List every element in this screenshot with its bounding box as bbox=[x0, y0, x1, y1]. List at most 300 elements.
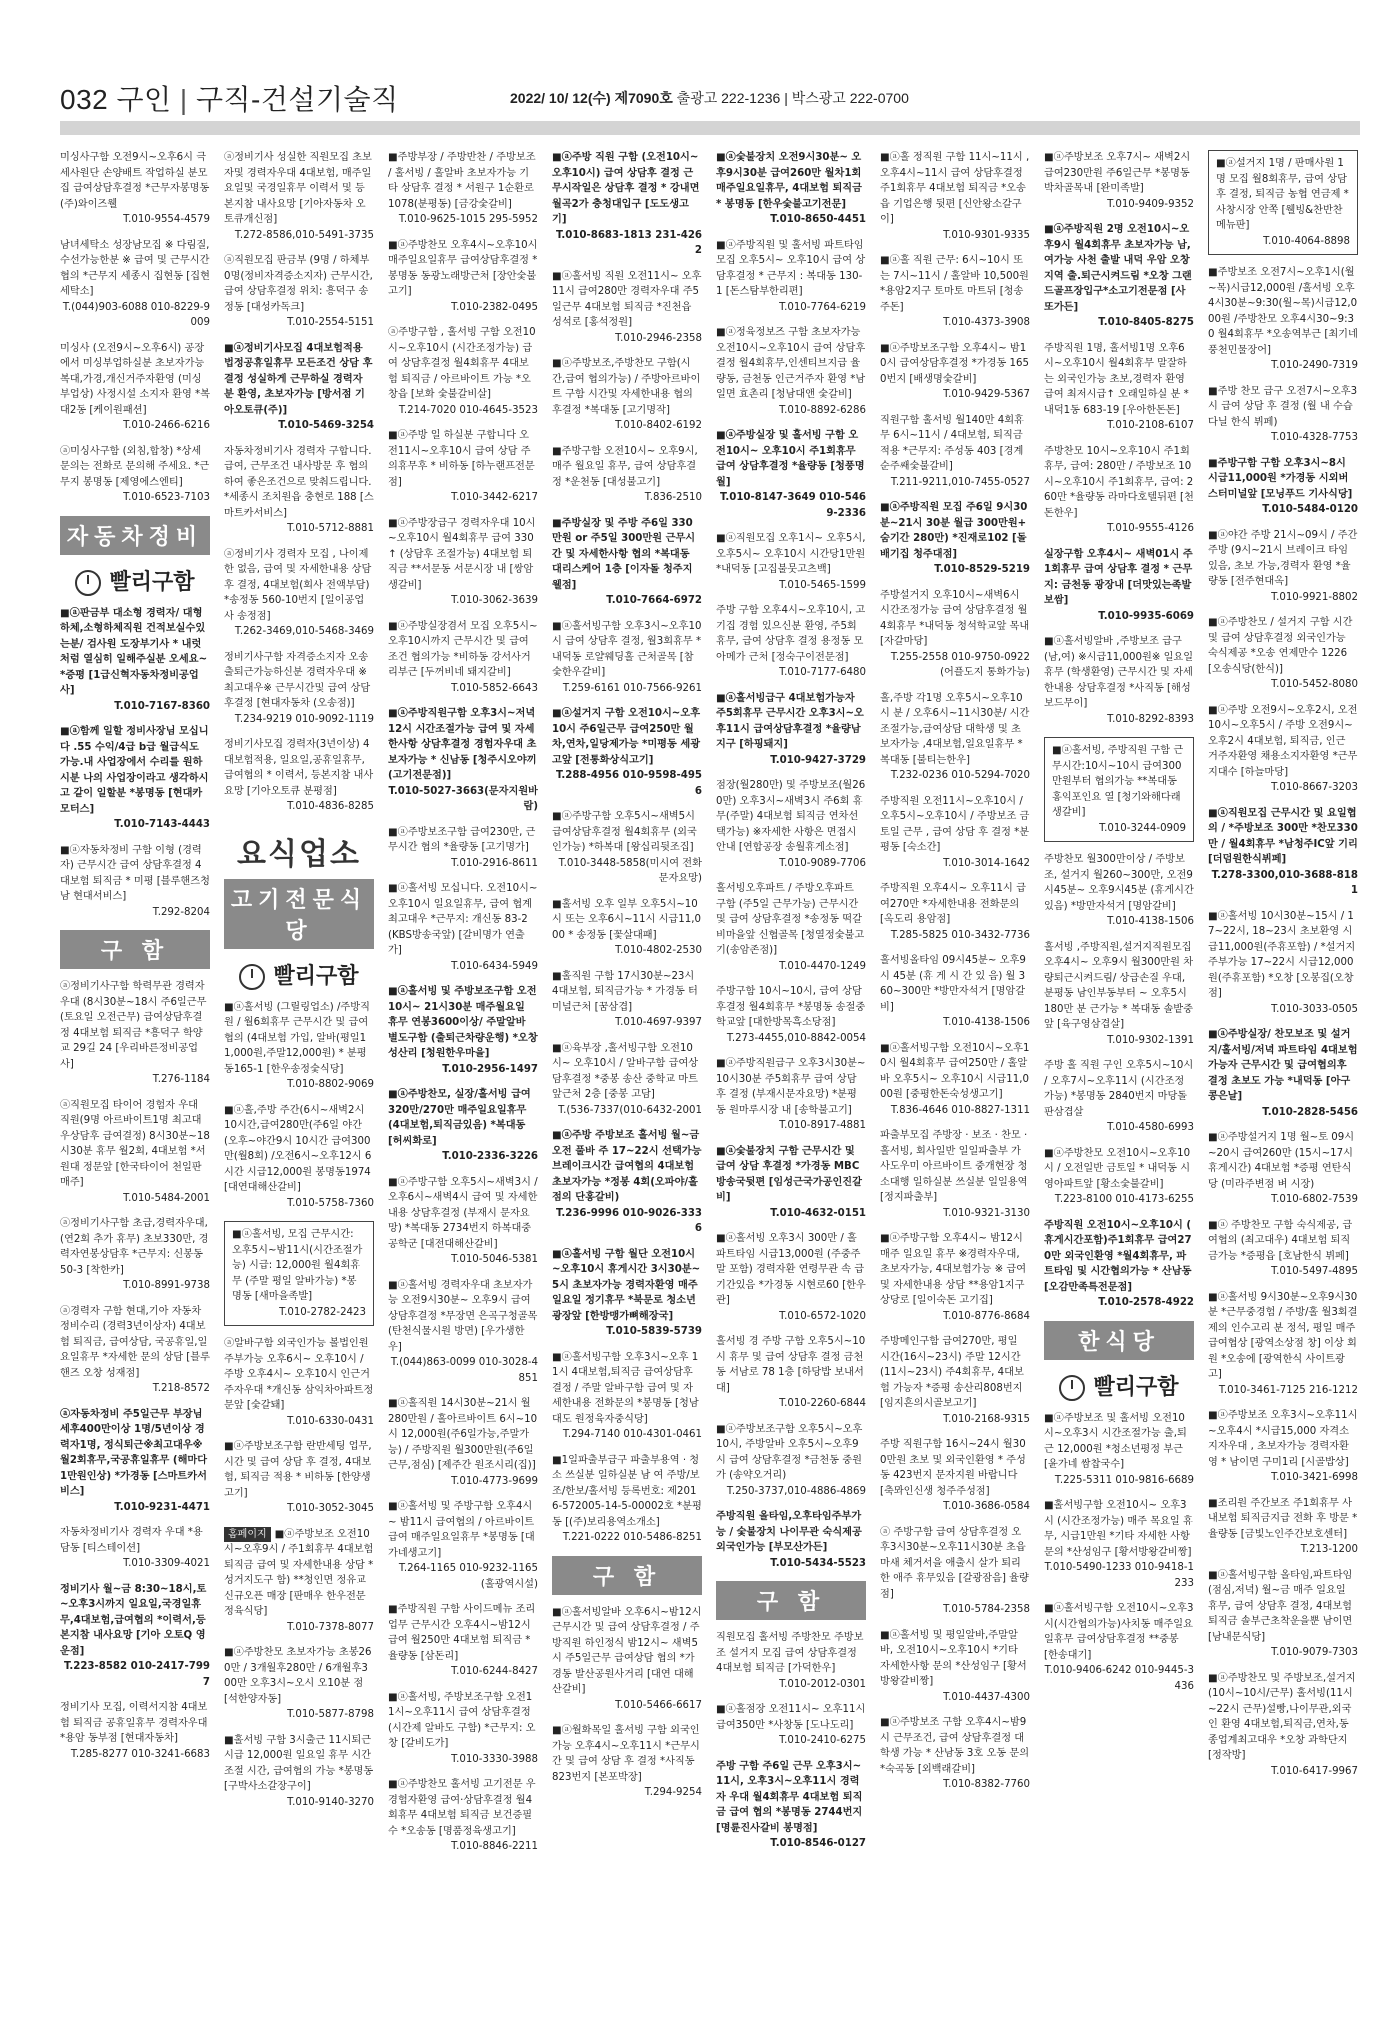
ad-phone: T.010-2956-1497 bbox=[442, 1063, 538, 1075]
classified-ad bbox=[880, 1231, 1030, 1324]
ad-text: ■홀직원 구함 17시30분~23시 4대보험, 퇴직금가능 * 가경동 터미널근처 [꿈삼겹] bbox=[552, 970, 698, 1013]
ad-text: ■ⓐ홀서빙구함 올타임,파트타임(점심,저녁) 월~금 매주 일요일 휴무, 급여 상담후 결정, 4대보험 퇴직금 솔부근초착운을뿐 남이면 [남내문식당] bbox=[1208, 1569, 1353, 1643]
classified-ad bbox=[60, 150, 210, 228]
urgent-label: 빨리구함 bbox=[1093, 1374, 1179, 1400]
ad-text: ■ⓐ홀서빙구함 오후3시~오후 11시 4대보험,퇴직금 급여상담후 결정 / 주말 알바구함 급여 및 자세한내용 전화문의 *봉명동 [청남대도 원정육자중식당] bbox=[552, 1351, 699, 1425]
ad-phone: T.010-9140-3270 bbox=[287, 1796, 374, 1808]
ad-phone: T.010-9231-4471 bbox=[114, 1501, 210, 1513]
ad-phone: T.836-2510 bbox=[644, 492, 702, 503]
urgent-label: 빨리구함 bbox=[273, 963, 359, 989]
ad-phone: T.010-5839-5739 bbox=[606, 1326, 702, 1337]
classified-ad bbox=[60, 238, 210, 331]
ad-text: 남녀세탁소 성장남모집 ※ 다림질, 수선가능한분 ※ 급여 및 근무시간 협의 *근무지 세종시 집현동 [집현세탁소] bbox=[60, 239, 210, 297]
ad-text: ■ⓐ홀서빙 및 주방보조구함 오전10시~ 21시30분 매주월요일 휴무 연봉3600이상/ 주말알바 별도구함 (출퇴근차량운행) *오창성산리 [청원한우마을] bbox=[388, 986, 538, 1059]
ad-phone: T.010-7764-6219 bbox=[779, 301, 866, 313]
ad-text: ■ⓐ주방실장 및 홀서빙 구함 오전10시~ 오후10시 주1회휴무 급여 상담후결정 *율량동 [청풍명월] bbox=[716, 430, 865, 488]
classified-ad bbox=[1208, 615, 1358, 693]
classified-ad bbox=[1044, 1601, 1194, 1694]
ad-text: ■ⓐ홀점장 오전11시~ 오후11시 급여350만 *사창동 [도나도리] bbox=[716, 1704, 866, 1731]
classified-ad bbox=[716, 1334, 866, 1412]
category-label: 구인 bbox=[116, 84, 172, 115]
ad-phone: T.010-6417-9967 bbox=[1271, 1765, 1358, 1777]
ad-phone: T.010-4836-8285 bbox=[287, 801, 374, 812]
ad-phone: T.010-9625-1015 295-5952 bbox=[398, 214, 538, 225]
urgent-heading bbox=[224, 959, 374, 990]
ad-text: ■ⓐ주방구함 오후5시~새벽3시 / 오후6시~새벽4시 급여 및 자세한내용 상담후결정 (부재시 문자요망) *복대동 2734번지 하복대중공학군 [대전대해산갈비] bbox=[388, 1176, 538, 1250]
ad-text: ■ⓐ주방찬모 초보자가능 초봉260만 / 3개월후280만 / 6개월후300만 오후3시~오시 오10분 점 [석한양자동] bbox=[224, 1647, 372, 1705]
category-heading: 요식업소 bbox=[237, 836, 361, 872]
classified-ad bbox=[224, 341, 374, 434]
classified-ad bbox=[1044, 444, 1194, 537]
ad-text: 홀서빙오후파트 / 주방오후파트 구함 (주5일 근무가능) 근무시간 및 급여 상담후결정 *송정동 떡갈비마을앞 신협골목 [청열정숯불고기(송암존점)] bbox=[716, 883, 865, 956]
ad-text: ■ⓐ설거지 1명 / 판매사원 1명 모집 월8회휴무, 급여 상담후 결정, 퇴직금 농협 연금제 *사창시장 안쪽 [웰빙&찬반찬메뉴판] bbox=[1216, 158, 1349, 231]
column-3 bbox=[388, 150, 538, 2010]
ad-phone: T.010-9554-4579 bbox=[123, 214, 210, 225]
classified-ad bbox=[552, 619, 702, 697]
ad-phone: T.010-2490-7319 bbox=[1271, 360, 1358, 371]
ad-text: ■ⓐ주방구함 오후5시~새벽5시 급여상담후결정 월4회휴무 (외국인가능) *하복대 [왕십리뒷조집] bbox=[552, 811, 697, 853]
section-heading: 구 함 bbox=[552, 1556, 702, 1595]
clock-icon bbox=[75, 570, 101, 596]
classified-ad bbox=[880, 1128, 1030, 1221]
classified-ad bbox=[60, 843, 210, 921]
ad-text: ■주방구함 오전10시~ 오후9시, 매주 월요일 휴무, 급여 상담후결정 *운천동 [대성불고기] bbox=[552, 445, 698, 488]
ad-phone: T.010-4697-9397 bbox=[615, 1017, 702, 1028]
classified-ad bbox=[880, 1525, 1030, 1618]
classified-ad bbox=[552, 1247, 702, 1340]
classified-ad bbox=[880, 253, 1030, 331]
ad-phone: T.010-4632-0151 bbox=[770, 1207, 866, 1219]
ad-text: ■ⓐ주방보조구함 란반세팅 업무, 시간 및 급여 상담 후 결정, 4대보험, 퇴직금 적용 * 비하동 [한양생고기] bbox=[224, 1441, 372, 1499]
classified-ad bbox=[716, 1056, 866, 1134]
ad-phone: T.010-8382-7760 bbox=[943, 1779, 1030, 1790]
classified-ad bbox=[388, 825, 538, 872]
ad-text: ■ⓐ육부장 ,홀서빙구함 오전10시~ 오후10시 / 알바구함 급여상담후결정 *중봉 송산 중학교 마트앞근처 2층 [중봉 고담] bbox=[552, 1042, 699, 1100]
ad-text: ⓐ주방구함 , 홀서빙 구함 오전10시~오후10시 (시간조정가능) 급여 상담후결정 월4회휴무 4대보험 퇴직금 / 아르바이트 가능 *오창읍 [보화 숯불갈비살] bbox=[388, 327, 536, 400]
ad-text: ⓐ 주방구함 급여 상담후결정 오후3시30분~오후11시30분 초읍마새 체거서을 애출시 살가 퇴리한 애주 휴무있음 [갈광잠음] 율량점] bbox=[880, 1526, 1029, 1600]
classified-ad bbox=[388, 150, 538, 228]
classified-ad bbox=[1208, 456, 1358, 518]
ad-phone: T.285-8277 010-3241-6683 bbox=[70, 1748, 210, 1760]
ad-text: ⓐ경력자 구함 현대,기아 자동차 정비수리 (경력3년이상자) 4대보험 퇴직금, 급여상담, 국공휴일,일요일휴무 *자세한 문의 상담 [블루핸즈 오창 성재점] bbox=[60, 1305, 210, 1379]
ad-phone: T.010-6572-1020 bbox=[779, 1310, 866, 1322]
classified-ad bbox=[1208, 806, 1358, 899]
ad-phone: T.010-5046-5381 bbox=[451, 1254, 538, 1265]
ad-text: ■주방보조 오전7시~오후1시(월~목)시급12,000원 /홀서빙 오후4시30분~9:30(월~목)시급12,000원 /주방찬모 오후4시30~9:30 월4회휴무 *오송역부근 [최기네 풍천민물장어] bbox=[1208, 267, 1358, 356]
classified-ad bbox=[224, 1000, 374, 1093]
ad-text: ■ⓐ홀서빙알바 ,주방보조 급구 (남,여) ※시급11,000원※ 일요일 휴무 (학생환영) 근무시간 및 자세한내용 상담후결정 *사직동 [해성보드무이] bbox=[1044, 636, 1194, 709]
classified-ad bbox=[1208, 1027, 1358, 1120]
ad-text: 실장구함 오후4시~ 새벽01시 주1회휴무 급여 상담후 결정 * 근무지: 금천동 광장내 [더맛있는족발보쌈] bbox=[1044, 548, 1193, 606]
ad-text: ■ⓐ주방 직원 구함 (오전10시~오후10시) 급여 상담후 결정 근무시작일은 상담후 결정 * 강내면 월곡2가 충청대입구 [도도생고기] bbox=[552, 152, 700, 225]
classified-ad bbox=[1044, 341, 1194, 434]
page-title bbox=[60, 78, 399, 118]
section-heading: 한식당 bbox=[1044, 1321, 1194, 1360]
ad-phone: T.010-3421-6998 bbox=[1271, 1472, 1358, 1483]
ad-phone: T.010-2108-6107 bbox=[1107, 420, 1194, 431]
classified-ad bbox=[1208, 1408, 1358, 1486]
ad-text: ■ⓐ주방찬모 및 주방보조,설거지 (10시~10시/근무) 홀서빙(11시~22시 근무)설빵,나이무관,외국인 환영 4대보험,퇴직금,연차,동종업계최고대우 *오창 과학단지 [정작방] bbox=[1208, 1672, 1356, 1761]
ad-text: 자동차정비기사 경력자 우대 *용담동 [티스테이션] bbox=[60, 1527, 203, 1554]
classified-ad bbox=[60, 724, 210, 833]
ad-phone: T.010-9555-4126 bbox=[1107, 523, 1194, 534]
ad-phone: T.010-9409-9352 bbox=[1107, 198, 1194, 210]
ad-phone: T.010-2466-6216 bbox=[123, 420, 210, 431]
classified-ad bbox=[1208, 265, 1358, 374]
ad-text: ■ⓐ숯불장치 구함 근무시간 및 급여 상담 후결정 *가경동 MBC방송국뒷편 [임성근국가공인진갈비] bbox=[716, 1145, 862, 1203]
classified-ad bbox=[1044, 634, 1194, 727]
classified-ad bbox=[716, 984, 866, 1046]
ad-text: 주방직원 올타임,오후타임주부가능 / 숯불장치 나이무관 숙식제공 외국인가능 [부모산가든] bbox=[716, 1511, 862, 1553]
ad-phone: T.010-5452-8080 bbox=[1271, 679, 1358, 690]
ad-text: ■조리원 주간보조 주1회휴무 사내보험 퇴직금지급 전화 후 방문 *율량동 [금빛노인주간보호센터] bbox=[1208, 1497, 1358, 1540]
ad-phone: T.292-8204 bbox=[152, 906, 210, 918]
ad-text: ■ⓐ홀서빙구함 오전10시~오후10시 월4회휴무 급여250만 / 홀알바 오후5시~ 오후10시 시급11,000원 [중평한돈숙성생고기] bbox=[880, 1042, 1030, 1100]
ad-text: ■주방 찬모 급구 오전7시~오후3시 급여 상담 후 결정 (월 내 수습 다닐 한식 뷔페) bbox=[1208, 385, 1358, 428]
classified-ad bbox=[716, 428, 866, 521]
ad-phone: T.010-9079-7303 bbox=[1271, 1647, 1358, 1658]
classified-ad bbox=[552, 356, 702, 434]
ad-text: ■ⓐ숯불장치 오전9시30분~ 오후9시30분 급여260만 월차1회 매주일요일휴무, 4대보험 퇴직금* 봉명동 [한우숯불고기전문] bbox=[716, 152, 862, 210]
classified-ad bbox=[1208, 703, 1358, 796]
ad-phone: T.010-2012-0301 bbox=[779, 1678, 866, 1690]
ad-text: ■주방직원 구함 사이드메뉴 조리업무 근무시간 오후4시~밤12시 급여 월250만 4대보험 퇴직금 * 율량동 [삼돈리] bbox=[388, 1604, 536, 1662]
issue-info bbox=[510, 88, 909, 108]
ad-phone: T.010-4773-9699 bbox=[451, 1475, 538, 1487]
ad-text: ■ⓐ주방 오전9시~오후2시, 오전10시~오후5시 / 주방 오전9시~오후2시 4대보험, 퇴직금, 인근 거주자환영 채용소지자환영 *근무지대수 [하늘마당] bbox=[1208, 704, 1358, 778]
ad-phone: T.010-2578-4922 bbox=[1098, 1297, 1194, 1308]
ad-text: ■ⓐ홀서빙구함 오후3시~오후10시 급여 상담후 결정, 월3회휴무 *내덕동 로얄웨딩홀 근처골목 [참숯한우갈비] bbox=[552, 620, 702, 678]
ad-text: ■ⓐ직원모집 오후1시~ 오후5시, 오후5시~ 오후10시 시간당1만원 *내덕동 [고집불뭇고츠백] bbox=[716, 533, 866, 575]
ad-text: ■ⓐ직원모집 근무시간 및 요일협의 / *주방보조 300만 *찬모330만 / 월4회휴무 *남청주IC앞 기리 [더덤원한식뷔페] bbox=[1208, 807, 1358, 865]
classified-ad bbox=[552, 1128, 702, 1237]
classified-ad bbox=[224, 1733, 374, 1811]
classified-ad bbox=[1208, 384, 1358, 446]
ad-text: ⓐ정비기사 성실한 직원모집 초보자및 경력자우대 4대보험, 매주일요일및 국경일휴무 이력서 및 등본지참 내사요망 [기아자동차 오토큐개신점] bbox=[224, 152, 372, 225]
ad-phone: T.010-5434-5523 bbox=[770, 1557, 866, 1569]
classified-ad bbox=[1044, 737, 1194, 842]
ad-text: ■ⓐ주방보조 오후3시~오후11시 ~오후4시 *시급15,000 자격소지자우대 , 초보자가능 경력자환영 * 남이면 구미1리 [시골밥상] bbox=[1208, 1410, 1358, 1468]
ad-phone: T.010-4437-4300 bbox=[943, 1691, 1030, 1703]
classified-ad bbox=[388, 1690, 538, 1768]
classified-ad bbox=[716, 1509, 866, 1571]
classified-ad bbox=[1044, 852, 1194, 930]
ad-text: 주방 홀 직원 구인 오후5시~10시 / 오후7시~오후11시 (시간조정가능) *봉명동 2840번지 마당돌판삼겹살 bbox=[1044, 1060, 1194, 1118]
classified-ad bbox=[1044, 1146, 1194, 1208]
classified-ad bbox=[224, 1439, 374, 1517]
ad-text: 주방 구함 주6일 근무 오후3시~11시, 오후3시~오후11시 경력자 우대 월4회휴무 4대보험 퇴직금 급여 협의 *봉명동 2744번지 [명륜진사갈비 봉명점] bbox=[716, 1760, 863, 1834]
classified-ad bbox=[716, 1702, 866, 1749]
ad-phone: T.221-0222 010-5486-8251 bbox=[562, 1532, 702, 1543]
ad-text: ■ⓐ홀서빙알바 오후6시~밤12시 근무시간 및 급여 상담후결정 / 주방직원 하인정식 밤12시~ 새벽5시 주5일근무 급여상담 협의 *가경동 발산공원사거리 [대연 대해산갈비] bbox=[552, 1606, 702, 1695]
ad-phone: T.010-8667-3203 bbox=[1271, 782, 1358, 793]
ad-text: 미싱사구함 오전9시~오후6시 극세사원단 손양배트 작업하실 분모집 급여상담후결정 *근무자봉명동(주)와이즈웰 bbox=[60, 152, 210, 210]
ad-text: ■ⓐ홀 직원 근무: 6시~10시 또는 7시~11시 / 홀알바 10,500원 *용암2지구 토마토 마트뒤 [청송주돈] bbox=[880, 255, 1029, 313]
ad-text: ■ⓐ홀 정직원 구함 11시~11시 , 오후4시~11시 급여 상담후결정 주1회휴무 4대보험 퇴직금 *오송읍 기업은행 뒷편 [신안왕소갈구이] bbox=[880, 152, 1030, 225]
ad-phone: T.010-4064-8898 bbox=[1263, 235, 1350, 247]
classified-ad bbox=[60, 341, 210, 434]
ad-phone: T.010-4373-3908 bbox=[943, 317, 1030, 328]
classified-ad bbox=[1044, 1058, 1194, 1136]
ad-text: ■ⓐ주방직원 2명 오전10시~오후9시 월4회휴무 초보자가능 남, 여가능 사천 출발 내덕 우암 오창지역 출.퇴근시켜드림 *오창 그랜드골프장입구*소고기전문점 [사또가든] bbox=[1044, 224, 1192, 313]
ad-text: ■ⓐ함께 일할 정비사장님 모십니다 .55 수익/4급 b급 월급식도 가능.내 사업장에서 수리를 원하시분 나의 사업장이라고 생각하시고 같이 일할분 *봉명동 [현대카모터스] bbox=[60, 726, 209, 815]
classified-ad bbox=[1044, 1218, 1194, 1311]
classified-ad bbox=[388, 619, 538, 697]
ad-text: 직원모집 홀서빙 주방찬모 주방보조 설거지 모집 급여 상담후결정 4대보험 퇴직금 [가덕한우] bbox=[716, 1632, 864, 1674]
ad-text: 주방구함 10시~10시, 급여 상담후결정 월4회휴무 *봉명동 송절중학교앞 [대한방목흑소당점] bbox=[716, 986, 866, 1028]
ad-phone: T.225-5311 010-9816-6689 bbox=[1054, 1474, 1194, 1486]
classified-ad bbox=[1208, 1290, 1358, 1399]
ad-phone: T.010-8405-8275 bbox=[1098, 317, 1194, 328]
page-header bbox=[60, 78, 1360, 116]
classified-ad bbox=[1044, 222, 1194, 331]
classified-ad bbox=[880, 341, 1030, 403]
header-rule bbox=[60, 121, 1360, 135]
classified-ad bbox=[60, 606, 210, 715]
ad-text: 정비기사 월~금 8:30~18시,토~오후3시까지 일요일,국경일휴무,4대보험,급여협의 *이력서,등본지참 내사요망 [기아 오토Q 영운점] bbox=[60, 1583, 207, 1657]
column-1 bbox=[60, 150, 210, 2010]
ad-phone: T.010-4470-1249 bbox=[779, 960, 866, 972]
ad-text: 홀서빙올타임 09시45분~ 오후9시 45분 (휴 게 시 간 있 음) 월 360~300만 *방만자석거 [명암갈비] bbox=[880, 955, 1026, 1013]
ad-phone: T.010-2168-9315 bbox=[943, 1413, 1030, 1425]
ad-phone: T.010-2410-6275 bbox=[779, 1735, 866, 1746]
ad-phone: T.010-3062-3639 bbox=[451, 595, 538, 606]
column-7 bbox=[1044, 150, 1194, 2010]
ad-phone: T.010-8892-6286 bbox=[779, 404, 866, 416]
classified-ad bbox=[60, 1407, 210, 1516]
classified-ad bbox=[388, 428, 538, 506]
classified-ad bbox=[716, 150, 866, 228]
section-label: 구직-건설기술직 bbox=[195, 84, 399, 115]
classified-ad bbox=[716, 238, 866, 316]
classified-ad bbox=[1208, 528, 1358, 606]
classified-ad bbox=[388, 238, 538, 316]
ad-text: 주방직원 1명, 홀서빙1명 오후6시~오후10시 월4회휴무 말잘하는 외국인가능 초보,경력자 환영 급여 최저시급↑ 오래일하실 분 *내덕1동 683-19 [우아한돈돈] bbox=[1044, 342, 1189, 416]
ad-phone: T.010-9429-5367 bbox=[943, 389, 1030, 400]
ad-text: 홀서빙 경 주방 구함 오후5시~10시 휴무 및 급여 상담후 결정 금천동 서남로 78 1층 [하당밥 보내서대] bbox=[716, 1336, 866, 1394]
ad-text: ■ⓐ주방찬모 오후4시~오후10시 매주일요일휴무 급여상담후결정 *봉명동 동광노래방근처 [장안숯불고기] bbox=[388, 239, 538, 297]
classified-ad bbox=[552, 809, 702, 887]
classified-ad bbox=[1044, 1498, 1194, 1591]
classified-ad bbox=[388, 1396, 538, 1489]
ad-text: ■ⓐ 주방찬모 구함 숙식제공, 급여협의 (최고대우) 4대보험 퇴직금가능 *증평읍 [호남한식 뷔페] bbox=[1208, 1219, 1353, 1262]
ad-phone: T.010-2782-2423 bbox=[279, 1306, 366, 1318]
classified-ad bbox=[388, 1499, 538, 1592]
classified-ad bbox=[880, 1628, 1030, 1706]
ad-phone: T.232-0236 010-5294-7020 bbox=[890, 770, 1030, 781]
ad-phone: T.010-5877-8798 bbox=[287, 1709, 374, 1720]
classified-ad bbox=[1044, 940, 1194, 1049]
ad-phone: T.010-6523-7103 bbox=[123, 492, 210, 503]
ad-phone: T.010-7167-8360 bbox=[114, 700, 210, 712]
ad-phone: T.(536-7337(010-6432-2001 bbox=[558, 1104, 702, 1116]
ad-phone: T.285-5825 010-3432-7736 bbox=[890, 929, 1030, 941]
classified-ad bbox=[880, 1715, 1030, 1793]
classified-ad bbox=[1208, 150, 1358, 255]
title-divider: | bbox=[179, 84, 188, 115]
classified-ad bbox=[1044, 547, 1194, 625]
classified-ad bbox=[1208, 909, 1358, 1018]
classified-ad bbox=[552, 516, 702, 609]
ad-phone: T.010-3033-0505 bbox=[1271, 1003, 1358, 1015]
ad-text: ■ⓐ홀서빙 모십니다. 오전10시~오후10시 일요일휴무, 급여 협계최고대우 *근무지: 개신동 83-2(KBS방송국앞) [갈비명가 연출가] bbox=[388, 883, 538, 956]
classified-ad bbox=[1208, 1218, 1358, 1280]
ad-text: ■홀서빙 오후 일부 오후5시~10시 또는 오후6시~11시 시급11,000 * 송정동 [꽃살대패] bbox=[552, 898, 701, 941]
ad-text: ■ⓐ홀서빙, 주방보조구함 오전11시~오후11시 급여 상담후결정 (시간제 알바도 구함) *근무지: 오창 [갈비도가] bbox=[388, 1691, 536, 1749]
classified-ad bbox=[1044, 150, 1194, 212]
ad-text: ■ⓐ주방보조 오후7시~ 새벽2시 급여230만원 주6일근무 *봉명동 박차골목내 [완미족발] bbox=[1044, 152, 1191, 194]
ad-phone: T.010-3442-6217 bbox=[451, 492, 538, 503]
ad-text: ■ⓐ주방보조구함 오후4시~ 밤10시 급여상담후결정 *가경동 1650번지 [배생명숯갈비] bbox=[880, 342, 1029, 385]
classified-ad bbox=[60, 1525, 210, 1572]
classified-ad bbox=[880, 794, 1030, 872]
classified-ad bbox=[716, 531, 866, 593]
classified-ad bbox=[1208, 1568, 1358, 1661]
ad-text: ■주방부장 / 주방반찬 / 주방보조 / 홀서빙 / 홀알바 초보자가능 기타 상담후 결정 * 서원구 1순환로 1078(분평동) [금강숯갈비] bbox=[388, 152, 536, 210]
classified-ad bbox=[224, 547, 374, 640]
ad-phone: T.010-5465-1599 bbox=[779, 579, 866, 591]
classified-ad bbox=[388, 1175, 538, 1268]
ad-phone: T.214-7020 010-4645-3523 bbox=[398, 404, 538, 416]
classified-ad bbox=[716, 1144, 866, 1222]
ad-phone: T.010-8546-0127 bbox=[770, 1838, 866, 1849]
ad-phone: T.010-9089-7706 bbox=[779, 857, 866, 869]
classified-ad bbox=[552, 969, 702, 1031]
ad-phone: T.010-5484-0120 bbox=[1262, 504, 1358, 515]
ad-text: ■주방실장 및 주방 주6일 330만원 or 주5일 300만원 근무시간 및 자세한사항 협의 *복대동 대리스케어 1층 [이자돌 청주지웰점] bbox=[552, 517, 696, 591]
classified-ad bbox=[716, 778, 866, 871]
classified-ad bbox=[388, 1602, 538, 1680]
classified-ad bbox=[552, 706, 702, 799]
ad-text: ⓐ알바구함 외국인가능 볼법인원 주부가능 오후6시~ 오후10시 / 주방 오후4시~ 오후10시 인근거주자우대 *개신동 삼익차아파트정문앞 [숯갈돼] bbox=[224, 1338, 374, 1411]
classified-ad bbox=[880, 953, 1030, 1031]
urgent-heading bbox=[1044, 1370, 1194, 1401]
classified-ad bbox=[716, 1422, 866, 1500]
ad-phone: T.(044)903-6088 010-8229-9009 bbox=[62, 301, 210, 328]
ad-phone: T.010-8683-1813 231-4262 bbox=[555, 229, 702, 256]
ad-phone: T.010-5784-2358 bbox=[943, 1604, 1030, 1615]
ad-text: ■ⓐ주방보조 오전10시~오후9시 / 주1회휴무 4대보험 퇴직금 급여 및 자세한내용 상담 *성거지도구 함) **청인면 정유교 신규오픈 매장 [판매우 한우전문 정육식당] bbox=[224, 1528, 374, 1617]
ad-phone: T.010-9921-8802 bbox=[1271, 591, 1358, 603]
ad-text: ■ⓐ주방보조,주방찬모 구함(시간,급여 협의가능) / 주방아르바이트 구함 시간및 자세한내용 협의후결정 *복대동 [고기명작] bbox=[552, 358, 701, 416]
ad-text: ⓐ정비기사구함 학력무관 경력자우대 (8시30분~18시 주6일근무 (토요일 오전근무) 급여상담후결정 4대보험 퇴직금 *흥덕구 학양교 29길 24 [우리바른정비공업사] bbox=[60, 981, 207, 1070]
classified-ad bbox=[552, 1723, 702, 1801]
ad-phone: T.010-7664-6972 bbox=[606, 595, 702, 606]
classified-ad bbox=[880, 1334, 1030, 1427]
ad-phone: T.010-3052-3045 bbox=[287, 1503, 374, 1514]
ad-phone: T.010-2916-8611 bbox=[451, 857, 538, 869]
ad-phone: T.273-4455,010-8842-0054 bbox=[726, 1032, 866, 1044]
classified-ad bbox=[388, 1087, 538, 1165]
contact-numbers: 출광고 222-1236 | 박스광고 222-0700 bbox=[676, 90, 909, 106]
classified-ad bbox=[388, 516, 538, 609]
issue-date: 2022/ 10/ 12(수) 제7090호 bbox=[510, 90, 673, 106]
ad-phone: T.010-9935-6069 bbox=[1098, 610, 1194, 622]
ad-text: ■ⓐ주방장급구 경력자우대 10시~오후10시 월4회휴무 급여 330↑ (상담후 조절가능) 4대보험 퇴직금 **서문동 서문시장 내 [쌍암생갈비] bbox=[388, 517, 536, 591]
ad-phone: T.010-8802-9069 bbox=[287, 1079, 374, 1090]
ad-phone: T.010-8650-4451 bbox=[770, 214, 866, 225]
classified-ad bbox=[388, 1777, 538, 1855]
classified-ad bbox=[716, 881, 866, 974]
classified-ad bbox=[224, 1221, 374, 1326]
ad-phone: T.010-3461-7125 216-1212 bbox=[1218, 1384, 1358, 1396]
classified-ad bbox=[60, 979, 210, 1088]
classified-ad bbox=[60, 1216, 210, 1294]
ad-text: ⓐ직원모집 판금부 (9명 / 하체부 0명(정비자격증소지자) 근무시간, 급여 상담후결정 위치: 흥덕구 송정동 [대성카독크] bbox=[224, 255, 373, 313]
ad-phone: T.010-5484-2001 bbox=[123, 1192, 210, 1204]
classified-ad bbox=[880, 691, 1030, 784]
ad-text: ■ⓐ정비기사모집 4대보험적용 법정공휴일휴무 모든조건 상담 후 결정 성실하게 근무하실 경력자 분 환영, 초보자가능 [방서점 기아오토큐(주)] bbox=[224, 342, 373, 416]
ad-phone: T.234-9219 010-9092-1119 bbox=[234, 713, 374, 725]
ad-text: ■ⓐ야간 주방 21시~09시 / 주간 주방 (9시~21시 브레이크 타임 있음, 초보 가능,경력자 환영 *율량동 [전주현대옥] bbox=[1208, 529, 1358, 587]
urgent-heading bbox=[60, 565, 210, 596]
ad-text: ■ⓐ홀,주방 주간(6시~새벽2시 10시간,급여280만(주6일 야간(오후~야간9시 10시간 급여300만(월8회) /오전6시~오후12시 6시간 시급12,000원 봉명동1974 [대연대해산갈비] bbox=[224, 1104, 372, 1193]
column-8 bbox=[1208, 150, 1358, 2010]
classified-ad bbox=[880, 150, 1030, 243]
ad-text: 홀서빙 ,주방직원,설거지직원모집 오후4시~ 오후9시 월300만원 차량퇴근시켜드림/ 상급손질 우대, 분평동 남인부동부터 ~ 오후5시 180만 분 근가능 * 복대동 솔밭중 앞 [육구영삼겹살] bbox=[1044, 941, 1194, 1030]
ad-phone: T.262-3469,010-5468-3469 bbox=[234, 626, 374, 637]
classified-ad bbox=[388, 325, 538, 418]
ad-phone: T.259-6161 010-7566-9261 bbox=[562, 682, 702, 694]
ad-text: ■ⓐ홀서빙 및 평일알바,주말알바, 오전10시~오후10시 *기타 자세한사항 문의 *산성임구 [황서방왕갈비짱] bbox=[880, 1629, 1027, 1687]
classified-ad bbox=[880, 500, 1030, 578]
classified-ad bbox=[1044, 1411, 1194, 1489]
ad-text: ■ⓐ홀서빙, 모집 근무시간: 오후5시~밤11시(시간조절가능) 시급: 12,000원 월4회휴무 (주말 평일 알바가능) *봉명동 [새마을족발] bbox=[232, 1229, 363, 1302]
ad-text: ■ⓐ홀서빙 오후3시 300만 / 홀파트타임 시급13,000원 (주중주말 포함) 경력자환 연령무관 속 급기간있음 *가경동 시현로60 [한우관] bbox=[716, 1233, 866, 1306]
ad-phone: T.010-7143-4443 bbox=[114, 819, 210, 830]
classified-ad bbox=[1208, 1496, 1358, 1558]
ad-text: ⓐ직원모집 타이어 경험자 우대 직원(9명 아르바이트1명 최고대우상담후 급여결정) 8시30분~18시30분 휴무 월2회, 4대보험 *서원대 정문앞 [한국타이어 천일판매주] bbox=[60, 1099, 210, 1188]
ad-text: 미싱사 (오전9시~오후6시) 공장에서 미싱부업하실분 초보자가능 복대,가경,개신거주자환영 (미싱부업상) 사정시설 소지자 환영 *복대2동 [케이원패션] bbox=[60, 342, 210, 416]
classified-ad bbox=[716, 603, 866, 681]
classified-ad bbox=[388, 706, 538, 815]
ad-text: ■ⓐ주방 주방보조 홀서빙 월~금 오전 풀바 주 17~22시 선택가능 브레이크시간 급여협의 4대보험 초보자가능 *정봉 4회(오파야/홀점의 단홍갈비) bbox=[552, 1130, 702, 1203]
ad-phone: T.010-6244-8427 bbox=[451, 1666, 538, 1677]
ad-phone: T.010-3448-5858(미시여 전화문자요망) bbox=[558, 857, 702, 884]
ad-phone: T.250-3737,010-4886-4869 bbox=[726, 1485, 866, 1497]
ad-text: ■ⓐ주방보조구함 급여230만, 근무시간 협의 *율량동 [고기명가] bbox=[388, 826, 536, 853]
ad-phone: T.010-5758-7360 bbox=[287, 1197, 374, 1209]
ad-text: ■ⓐ홀서빙 및 주방구함 오후4시~ 밤11시 급여협의 / 아르바이트 급여 매주일요일휴무 *봉명동 [대가네생고기] bbox=[388, 1501, 535, 1559]
ad-phone: T.218-8572 bbox=[152, 1383, 210, 1394]
ad-phone: T.010-7378-8077 bbox=[287, 1621, 374, 1633]
classified-ad bbox=[224, 1527, 374, 1636]
ad-text: ■ⓐ홀서빙 경력자우대 초보자가능 오전9시30분~ 오후9시 급여상담후결정 *무장면 은곡구청골목(탄천식물시원 방면) [우가생한우] bbox=[388, 1279, 538, 1353]
ad-text: 주방찬모 10시~오후10시 주1회휴무, 급여: 280만 / 주방보조 10시~오후10시 주1회휴무, 급여: 260만 *율량동 라마다호텔뒤편 [천돈한우] bbox=[1044, 445, 1194, 519]
ad-text: 주방메인구함 급여270만, 평일 시간(16시~23시) 주말 12시간(11시~23시) 주4회휴무, 4대보험 가능자 *증평 송산리808번지 [임지흔의시골보고기] bbox=[880, 1336, 1024, 1409]
classified-ad bbox=[224, 253, 374, 331]
ad-text: ⓐ자동차정비 주5일근무 부장님 세후400만이상 1명/5년이상 경력자1명, 정식퇴근※최고대우※ 월2회휴무,국공휴일휴무 (해마다1만원인상) *가경동 [스마트카서비스] bbox=[60, 1408, 208, 1497]
ad-text: ■ⓐ홀서빙급구 4대보험가능자 주5회휴무 근무시간 오후3시~오후11시 급여상담후결정 *율량남지구 [하핑돼지] bbox=[716, 692, 864, 750]
ad-text: ■1일파출부급구 파출부용역 · 청소 쓰실분 일하실분 남 여 주방/보조/한보/홀서빙 등록번호: 제2016-572005-14-5-00002호 *분평동 [(주)보리용역소개소] bbox=[552, 1454, 702, 1528]
ad-phone: T.010-2946-2358 bbox=[615, 332, 702, 344]
ad-phone: T.010-4580-6993 bbox=[1107, 1122, 1194, 1133]
ad-text: 주방직원 오전10시~오후10시 ( 휴게시간포함)주1회휴무 급여270만 외국인환영 *월4회휴무, 파트타임 및 시간협의가능 * 산남동 [오감만족특전문점] bbox=[1044, 1219, 1192, 1293]
ad-text: ■ⓐ주방찬모, 실장/홀서빙 급여 320만/270만 매주일요일휴무 (4대보험,퇴직금있음) *복대동 [허씨화로] bbox=[388, 1089, 531, 1147]
ad-phone: T.010-9406-6242 010-9445-3436 bbox=[1044, 1665, 1194, 1692]
ad-text: ■ⓐ주방실장겸서 모집 오후5시~오후10시까지 근무시간 및 급여 조건 협의가능 *비하동 강서사거리부근 [두꺼비네 돼지갈비] bbox=[388, 620, 538, 678]
ad-phone: T.010-3014-1642 bbox=[943, 857, 1030, 869]
classified-ad bbox=[552, 269, 702, 347]
classified-ad bbox=[552, 444, 702, 506]
classified-ad bbox=[60, 1700, 210, 1762]
ad-phone: T.010-8402-6192 bbox=[615, 420, 702, 431]
ad-phone: T.010-6330-0431 bbox=[287, 1415, 374, 1427]
classified-ad bbox=[224, 1103, 374, 1212]
column-4 bbox=[552, 150, 702, 2010]
ad-phone: T.010-7177-6480 bbox=[779, 667, 866, 678]
ad-text: ■ⓐ주방직원구함 오후3시~저녁12시 시간조절가능 급여 및 자세한사항 상담후결정 경험자우대 초보자가능 * 신남동 [청주시오야끼 (고기전문점)] bbox=[388, 708, 537, 781]
